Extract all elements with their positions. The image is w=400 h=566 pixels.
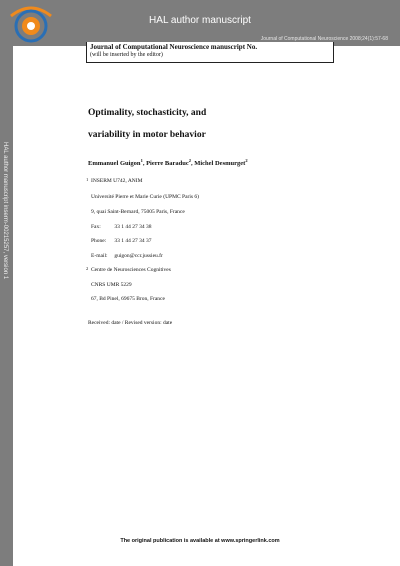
journal-name: Journal of Computational Neuroscience manuscript No.	[90, 43, 258, 51]
affiliation-2-line-1: Centre de Neurosciences Cognitives	[91, 267, 171, 273]
author-list: Emmanuel Guigon$^1$, Pierre Baraduc$^2$, Michel Desmurget$^2$	[88, 158, 248, 168]
author-affil-mark: 2	[245, 158, 248, 163]
journal-box	[86, 42, 334, 63]
paper-title-line-1: Optimality, stochasticity, and	[88, 108, 207, 118]
fax-line	[91, 224, 152, 230]
affiliation-1-line-3: 9, quai Saint-Bernard, 75005 Paris, France	[91, 209, 185, 215]
hal-banner	[0, 0, 400, 46]
banner-citation: Journal of Computational Neuroscience 2008;24(1):57-68	[260, 36, 388, 42]
received-dates: Received: date / Revised version: date	[88, 320, 173, 326]
publisher-footer: The original publication is available at www.springerlink.com	[120, 538, 280, 544]
side-strip-text: HAL author manuscript inserm-00215257, version 1	[2, 142, 8, 280]
phone-label: Phone:	[91, 238, 107, 244]
journal-note: (will be inserted by the editor)	[90, 52, 163, 58]
email-line	[91, 253, 163, 259]
fax-label: Fax:	[91, 224, 101, 230]
author-affil-mark: 1	[140, 158, 143, 163]
affiliation-1-line-1: INSERM U742, ANIM	[91, 178, 143, 184]
side-strip	[0, 46, 13, 566]
phone-line	[91, 238, 152, 244]
phone-number: 33 1 44 27 34 37	[114, 238, 152, 244]
email-address: guigon@ccr.jussieu.fr	[114, 253, 163, 259]
affiliation-1-mark: 1	[86, 177, 89, 182]
affiliation-2-line-2: CNRS UMR 5229	[91, 282, 132, 288]
author-affil-mark: 2	[188, 158, 191, 163]
paper-title-line-2: variability in motor behavior	[88, 130, 206, 140]
author-name: Michel Desmurget	[194, 160, 246, 168]
affiliation-1-line-2: Université Pierre et Marie Curie (UPMC Paris 6)	[91, 194, 199, 200]
affiliation-2-line-3: 67, Bd Pinel, 69675 Bron, France	[91, 296, 165, 302]
fax-number: 33 1 44 27 34 38	[114, 224, 152, 230]
author-name: Pierre Baraduc	[146, 160, 189, 168]
author-name: Emmanuel Guigon	[88, 160, 141, 168]
affiliation-2-mark: 2	[86, 266, 89, 271]
email-label: E-mail:	[91, 253, 108, 259]
banner-title: HAL author manuscript	[149, 15, 251, 26]
